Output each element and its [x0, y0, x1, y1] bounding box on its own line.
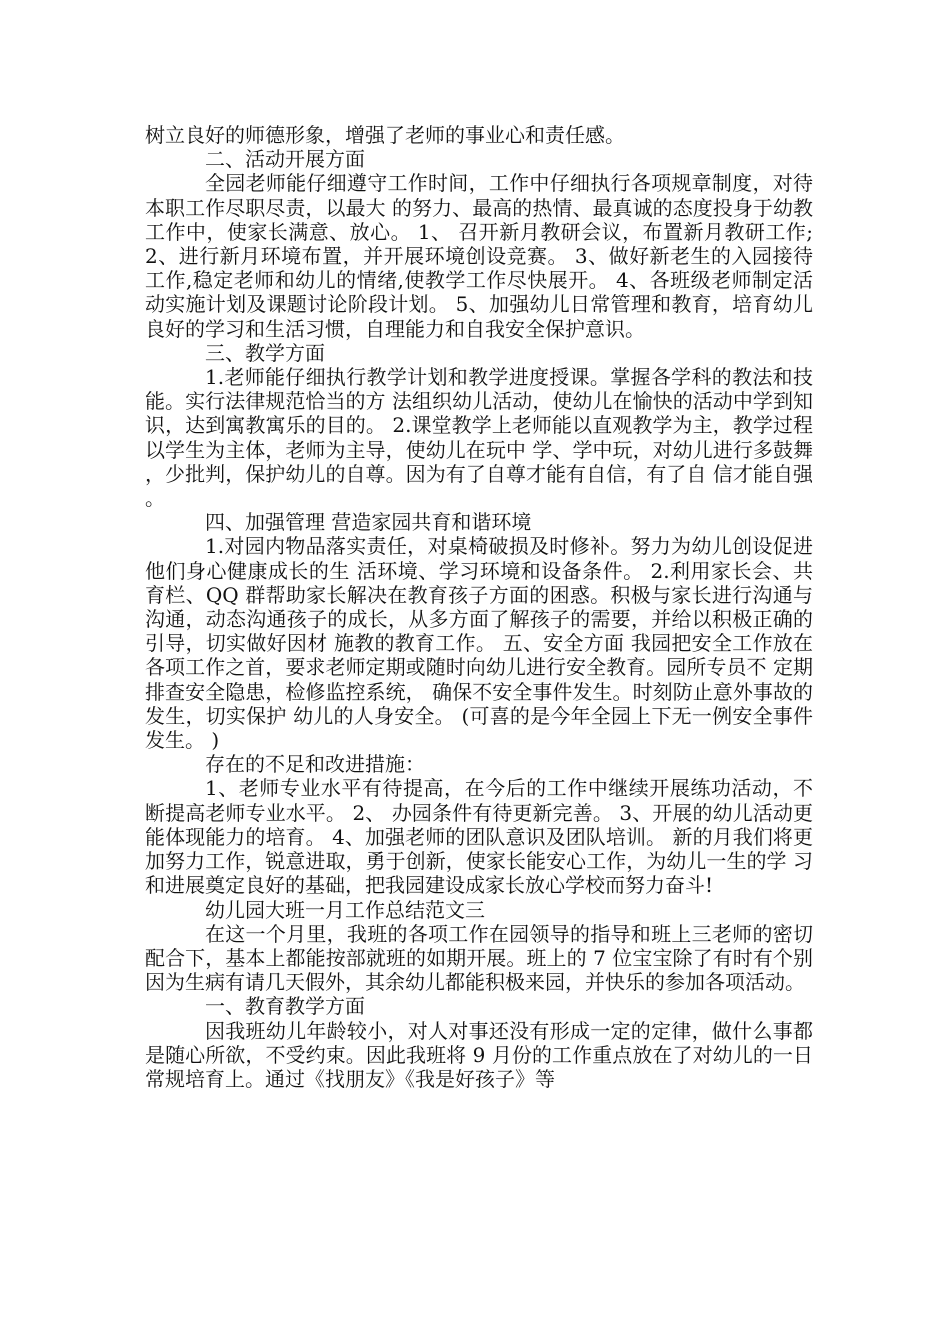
paragraph-shortcomings: 1、老师专业水平有待提高，在今后的工作中继续开展练功活动，不断提高老师专业水平。 2、 办园条件有待更新完善。 3、开展的幼儿活动更能体现能力的培育。 4、加强老师的团队意识及团队培训。 新的月我们将更加努力工作，锐意进取，勇于创新，使家长能安心工作，为幼儿一生的学 习和进展奠定良好的基础，把我园建设成家长放心学校而努力奋斗!: [145, 776, 813, 898]
document-body: [145, 123, 813, 1091]
paragraph-education: 因我班幼儿年龄较小，对人对事还没有形成一定的定律，做什么事都是随心所欲，不受约束。因此我班将 9 月份的工作重点放在了对幼儿的一日常规培育上。通过《找朋友》《我是好孩子》等: [145, 1018, 813, 1091]
section-heading-teaching: 三、教学方面: [205, 340, 325, 365]
paragraph-management: 1.对园内物品落实责任，对桌椅破损及时修补。努力为幼儿创设促进他们身心健康成长的生 活环境、学习环境和设备条件。 2.利用家长会、共育栏、QQ 群帮助家长解决在教育孩子方面的困惑。积极与家长进行沟通与 沟通，动态沟通孩子的成长，从多方面了解孩子的需要，并给以积极正确的引导，切实做好因材 施教的教育工作。 五、安全方面 我园把安全工作放在各项工作之首，要求老师定期或随时向幼儿进行安全教育。园所专员不 定期排查安全隐患，检修监控系统， 确保不安全事件发生。时刻防止意外事故的发生，切实保护 幼儿的人身安全。 (可喜的是今年全园上下无一例安全事件发生。 ): [145, 534, 813, 753]
section-heading-shortcomings: 存在的不足和改进措施：: [205, 752, 425, 777]
paragraph-month-summary: 在这一个月里，我班的各项工作在园领导的指导和班上三老师的密切配合下，基本上都能按部就班的如期开展。班上的 7 位宝宝除了有时有个别因为生病有请几天假外，其余幼儿都能积极来园，并快乐的参加各项活动。: [145, 921, 813, 995]
document-subtitle: 幼儿园大班一月工作总结范文三: [205, 897, 485, 922]
paragraph-teaching: 1.老师能仔细执行教学计划和教学进度授课。掌握各学科的教法和技能。实行法律规范恰当的方 法组织幼儿活动，使幼儿在愉快的活动中学到知识，达到寓教寓乐的目的。 2.课堂教学上老师能以直观教学为主，教学过程以学生为主体，老师为主导，使幼儿在玩中 学、学中玩，对幼儿进行多鼓舞，少批判，保护幼儿的自尊。因为有了自尊才能有自信，有了自 信才能自强。: [145, 365, 813, 511]
section-heading-activities: 二、活动开展方面: [205, 147, 365, 172]
section-heading-management: 四、加强管理 营造家园共育和谐环境: [205, 510, 532, 535]
paragraph-activities: 全园老师能仔细遵守工作时间，工作中仔细执行各项规章制度，对待本职工作尽职尽责，以最大 的努力、最高的热情、最真诚的态度投身于幼教工作中，使家长满意、放心。 1、 召开新月教研会议，布置新月教研工作; 2、进行新月环境布置，并开展环境创设竞赛。 3、做好新老生的入园接待工作,稳定老师和幼儿的情绪,使教学工作尽快展开。 4、各班级老师制定活动实施计划及课题讨论阶段计划。 5、加强幼儿日常管理和教育，培育幼儿良好的学习和生活习惯，自理能力和自我安全保护意识。: [145, 171, 813, 341]
paragraph-intro: 树立良好的师德形象，增强了老师的事业心和责任感。: [145, 123, 625, 147]
section-heading-education: 一、教育教学方面: [205, 994, 365, 1019]
